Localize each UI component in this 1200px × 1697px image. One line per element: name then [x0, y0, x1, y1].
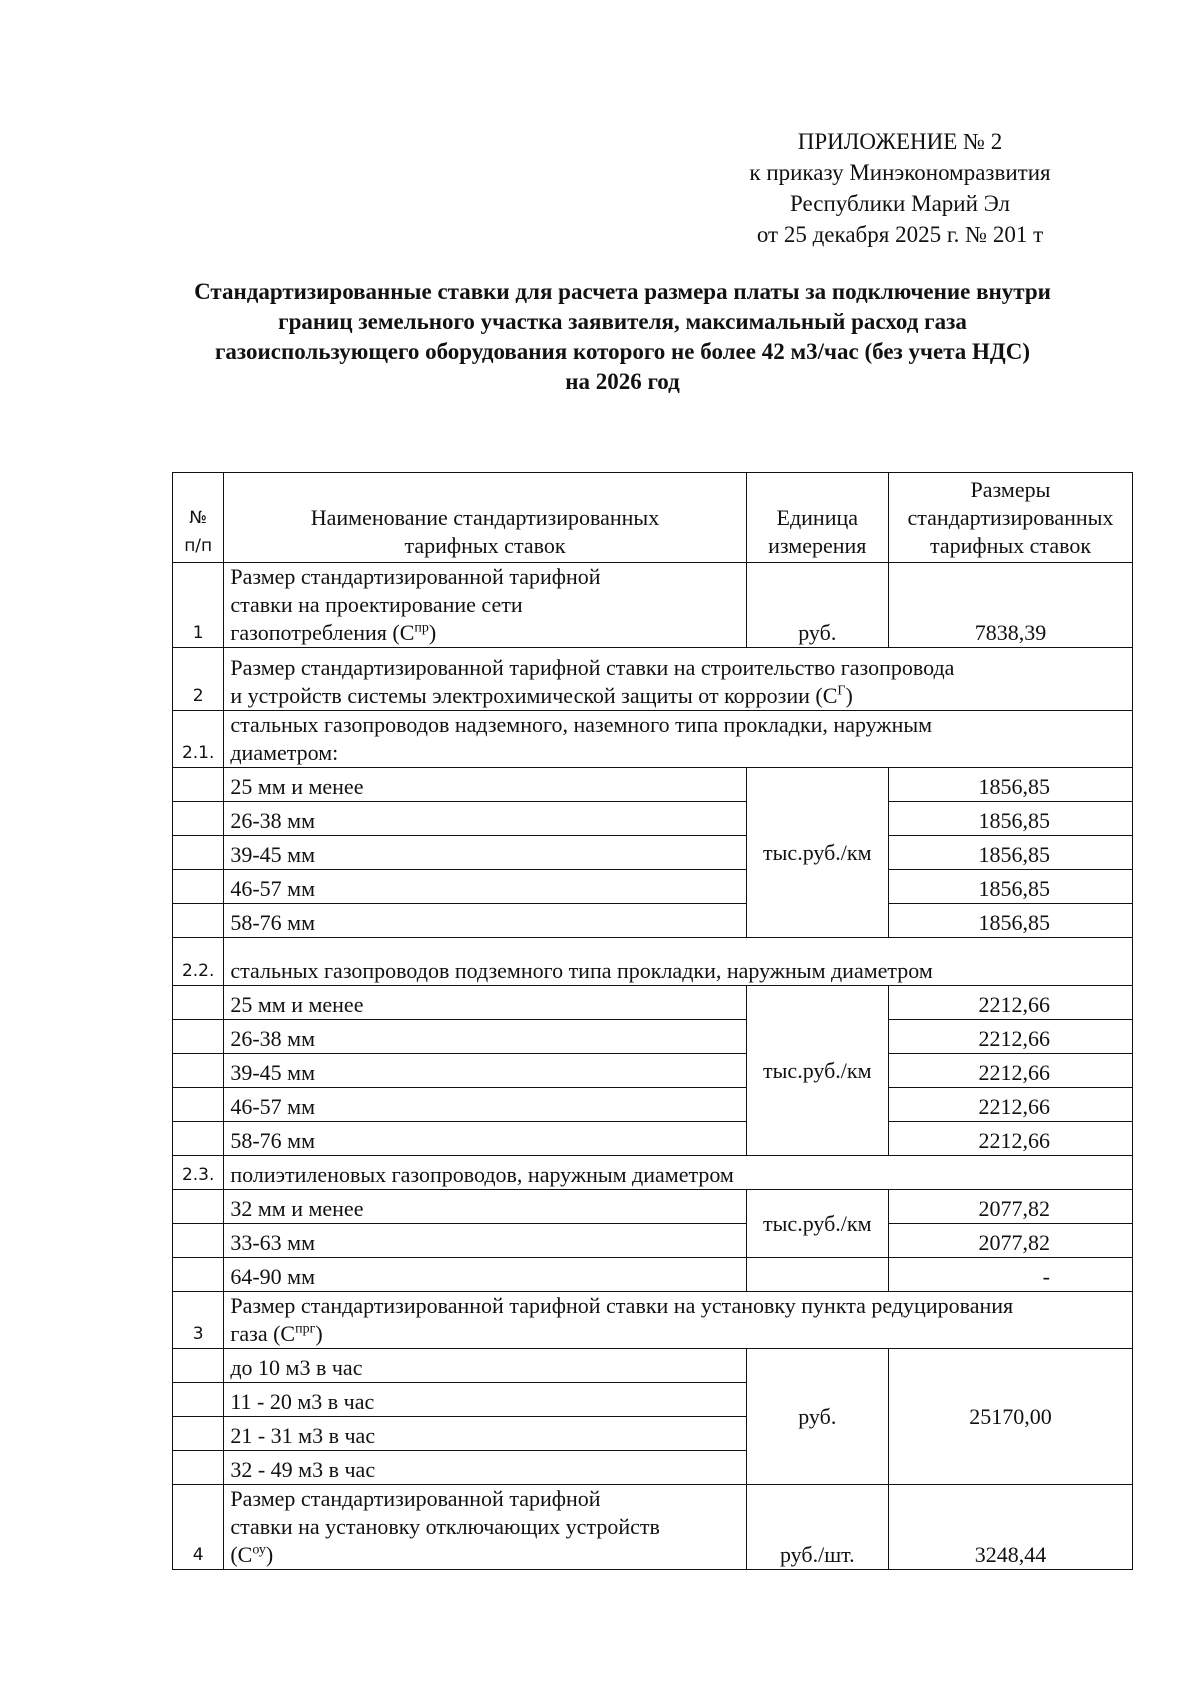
rate-name-text: (С — [230, 1542, 253, 1567]
diameter-name: 32 мм и менее — [224, 1190, 746, 1224]
diameter-name: 26-38 мм — [224, 802, 746, 836]
value-cell: - — [888, 1258, 1132, 1292]
rate-name-line: Размер стандартизированной тарифной ставки на установку пункта редуцирования — [230, 1293, 1014, 1318]
table-row — [173, 986, 1133, 1020]
rate-name-line — [230, 619, 739, 647]
table-row — [173, 870, 1133, 904]
header-unit-line-1: Единица — [776, 505, 859, 530]
row-number: 2 — [173, 648, 224, 711]
rate-name-text: газа (С — [230, 1321, 296, 1346]
rate-name-line — [230, 1320, 1126, 1348]
capacity-name: до 10 м3 в час — [224, 1349, 746, 1383]
empty-number-cell — [173, 1190, 224, 1224]
empty-number-cell — [173, 768, 224, 802]
appendix-order-ref: к приказу Минэкономразвития — [749, 160, 1051, 185]
rate-name-line: диаметром: — [230, 740, 339, 765]
rate-name-end: ) — [428, 620, 437, 645]
empty-unit-cell — [746, 1258, 888, 1292]
rate-name-line: стальных газопроводов надземного, наземного типа прокладки, наружным — [230, 712, 933, 737]
title-line-3: газоиспользующего оборудования которого не более 42 м3/час (без учета НДС) — [214, 339, 1031, 364]
table-row — [173, 1190, 1133, 1224]
value-cell: 1856,85 — [888, 802, 1132, 836]
diameter-name: 58-76 мм — [224, 904, 746, 938]
table-row — [173, 1054, 1133, 1088]
table-row — [173, 1088, 1133, 1122]
empty-number-cell — [173, 836, 224, 870]
empty-number-cell — [173, 802, 224, 836]
rate-name-line — [230, 682, 1126, 710]
table-row — [173, 648, 1133, 711]
header-value — [888, 473, 1132, 563]
diameter-name: 58-76 мм — [224, 1122, 746, 1156]
empty-number-cell — [173, 1451, 224, 1485]
capacity-name: 32 - 49 м3 в час — [224, 1451, 746, 1485]
rate-symbol-superscript: прг — [295, 1321, 316, 1337]
empty-number-cell — [173, 1383, 224, 1417]
rate-name: полиэтиленовых газопроводов, наружным диаметром — [224, 1156, 1133, 1190]
table-row — [173, 1349, 1133, 1383]
empty-number-cell — [173, 1349, 224, 1383]
rate-symbol-superscript: пр — [414, 620, 429, 636]
rate-name-line — [230, 1541, 739, 1569]
table-row — [173, 711, 1133, 768]
value-cell: 2212,66 — [888, 1088, 1132, 1122]
table-row — [173, 768, 1133, 802]
row-number: 1 — [173, 563, 224, 648]
table-row — [173, 1258, 1133, 1292]
rate-name-end: ) — [315, 1321, 323, 1346]
value-cell: 2212,66 — [888, 1054, 1132, 1088]
value-cell: 3248,44 — [888, 1485, 1132, 1570]
empty-number-cell — [173, 1224, 224, 1258]
appendix-header — [700, 126, 1100, 250]
value-cell: 1856,85 — [888, 768, 1132, 802]
diameter-name: 39-45 мм — [224, 836, 746, 870]
appendix-date: от 25 декабря 2025 г. № 201 т — [756, 222, 1044, 247]
rate-name-line: Размер стандартизированной тарифной ставки на строительство газопровода — [230, 655, 955, 680]
empty-number-cell — [173, 904, 224, 938]
title-line-2: границ земельного участка заявителя, максимальный расход газа — [278, 309, 967, 334]
rate-name-text: газопотребления (С — [230, 620, 415, 645]
empty-number-cell — [173, 870, 224, 904]
row-number: 2.1. — [173, 711, 224, 768]
appendix-number: ПРИЛОЖЕНИЕ № 2 — [797, 129, 1003, 154]
header-value-line-1: Размеры — [970, 477, 1051, 502]
diameter-name: 26-38 мм — [224, 1020, 746, 1054]
rates-table — [172, 472, 1133, 1570]
rate-name-line: Размер стандартизированной тарифной — [230, 564, 601, 589]
diameter-name: 25 мм и менее — [224, 986, 746, 1020]
table-row — [173, 1020, 1133, 1054]
table-row — [173, 904, 1133, 938]
document-title — [150, 277, 1095, 397]
rate-name-end: ) — [845, 683, 853, 708]
value-cell: 1856,85 — [888, 836, 1132, 870]
title-line-4: на 2026 год — [565, 369, 680, 394]
value-cell: 2212,66 — [888, 1122, 1132, 1156]
unit-cell: руб./шт. — [746, 1485, 888, 1570]
table-row — [173, 938, 1133, 986]
diameter-name: 33-63 мм — [224, 1224, 746, 1258]
table-row — [173, 802, 1133, 836]
header-no — [173, 473, 224, 563]
value-cell: 2077,82 — [888, 1190, 1132, 1224]
rate-name-end: ) — [265, 1542, 274, 1567]
table-row — [173, 563, 1133, 648]
rate-name-line: ставки на проектирование сети — [230, 592, 523, 617]
row-number: 2.3. — [173, 1156, 224, 1190]
value-cell: 2212,66 — [888, 1020, 1132, 1054]
empty-number-cell — [173, 1417, 224, 1451]
diameter-name: 46-57 мм — [224, 870, 746, 904]
title-line-1: Стандартизированные ставки для расчета размера платы за подключение внутри — [194, 279, 1051, 304]
rate-symbol-superscript: Г — [837, 683, 846, 699]
appendix-republic: Республики Марий Эл — [789, 191, 1011, 216]
header-no-line-1: № — [189, 508, 208, 528]
rate-name — [224, 648, 1133, 711]
value-cell: 1856,85 — [888, 904, 1132, 938]
capacity-name: 11 - 20 м3 в час — [224, 1383, 746, 1417]
value-cell: 25170,00 — [888, 1349, 1132, 1485]
table-header-row — [173, 473, 1133, 563]
value-cell: 2077,82 — [888, 1224, 1132, 1258]
value-cell: 7838,39 — [888, 563, 1132, 648]
empty-number-cell — [173, 986, 224, 1020]
rate-name-line: ставки на установку отключающих устройств — [230, 1514, 660, 1539]
header-value-line-3: тарифных ставок — [929, 533, 1092, 558]
header-no-line-2: п/п — [184, 536, 213, 556]
unit-cell: руб. — [746, 1349, 888, 1485]
value-cell: 2212,66 — [888, 986, 1132, 1020]
header-name-line-1: Наименование стандартизированных — [310, 505, 660, 530]
empty-number-cell — [173, 1054, 224, 1088]
table-row — [173, 1224, 1133, 1258]
unit-cell: тыс.руб./км — [746, 768, 888, 938]
diameter-name: 64-90 мм — [224, 1258, 746, 1292]
empty-number-cell — [173, 1122, 224, 1156]
row-number: 4 — [173, 1485, 224, 1570]
header-name — [224, 473, 746, 563]
unit-cell: руб. — [746, 563, 888, 648]
diameter-name: 46-57 мм — [224, 1088, 746, 1122]
table-row — [173, 1156, 1133, 1190]
unit-cell: тыс.руб./км — [746, 986, 888, 1156]
rate-name — [224, 1292, 1133, 1349]
capacity-name: 21 - 31 м3 в час — [224, 1417, 746, 1451]
rate-symbol-superscript: оу — [252, 1542, 266, 1558]
header-unit — [746, 473, 888, 563]
rate-name: стальных газопроводов подземного типа прокладки, наружным диаметром — [224, 938, 1133, 986]
table-row — [173, 836, 1133, 870]
rate-name — [224, 711, 1133, 768]
rate-name — [224, 1485, 746, 1570]
row-number: 3 — [173, 1292, 224, 1349]
table-row — [173, 1122, 1133, 1156]
rate-name-text: и устройств системы электрохимической защиты от коррозии (С — [230, 683, 838, 708]
row-number: 2.2. — [173, 938, 224, 986]
table-row — [173, 1485, 1133, 1570]
empty-number-cell — [173, 1020, 224, 1054]
value-cell: 1856,85 — [888, 870, 1132, 904]
header-unit-line-2: измерения — [768, 533, 867, 558]
empty-number-cell — [173, 1258, 224, 1292]
rate-name — [224, 563, 746, 648]
diameter-name: 25 мм и менее — [224, 768, 746, 802]
unit-cell: тыс.руб./км — [746, 1190, 888, 1258]
header-name-line-2: тарифных ставок — [404, 533, 566, 558]
rate-name-line: Размер стандартизированной тарифной — [230, 1486, 601, 1511]
empty-number-cell — [173, 1088, 224, 1122]
diameter-name: 39-45 мм — [224, 1054, 746, 1088]
table-row — [173, 1292, 1133, 1349]
header-value-line-2: стандартизированных — [907, 505, 1114, 530]
